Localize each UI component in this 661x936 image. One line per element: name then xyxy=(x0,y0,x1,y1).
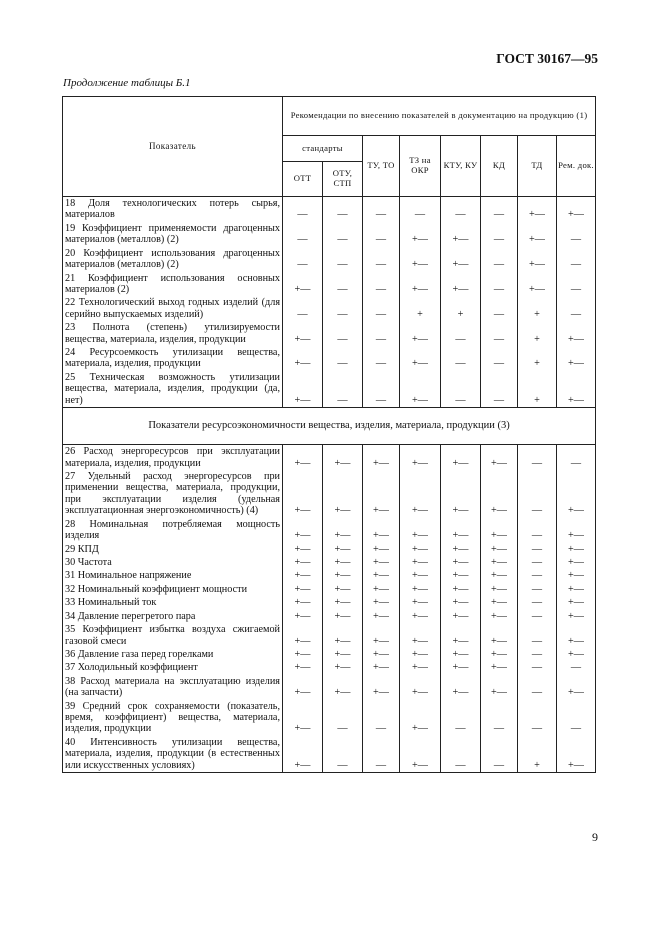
value-ktu-ku: — xyxy=(441,346,481,371)
value-ktu-ku: +— xyxy=(441,610,481,623)
value-ktu-ku: +— xyxy=(441,675,481,700)
indicator-name: 25 Техническая возможность утилизации вещества, материала, изделия, продукции (да, нет) xyxy=(63,371,283,408)
indicator-name: 34 Давление перегретого пара xyxy=(63,610,283,623)
value-otu-stp: +— xyxy=(323,648,363,661)
value-kd: +— xyxy=(481,648,518,661)
value-kd: +— xyxy=(481,596,518,609)
value-otu-stp: — xyxy=(323,247,363,272)
value-rem-dok: +— xyxy=(557,736,596,773)
indicator-name: 35 Коэффициент избытка воздуха сжигаемой газовой смеси xyxy=(63,623,283,648)
value-kd: +— xyxy=(481,583,518,596)
value-tu-to: +— xyxy=(363,556,400,569)
value-tu-to: — xyxy=(363,222,400,247)
value-td: — xyxy=(518,661,557,674)
table-row xyxy=(63,445,596,470)
table-row xyxy=(63,569,596,582)
value-tu-to: — xyxy=(363,247,400,272)
header-ott: ОТТ xyxy=(283,162,323,197)
value-ktu-ku: +— xyxy=(441,583,481,596)
section-row xyxy=(63,408,596,445)
indicator-name: 38 Расход материала на эксплуатацию изделия (на запчасти) xyxy=(63,675,283,700)
value-ott: +— xyxy=(283,272,323,297)
value-kd: +— xyxy=(481,610,518,623)
value-rem-dok: — xyxy=(557,661,596,674)
value-tz-okr: +— xyxy=(400,346,441,371)
value-otu-stp: +— xyxy=(323,470,363,518)
value-ktu-ku: +— xyxy=(441,470,481,518)
value-otu-stp: — xyxy=(323,222,363,247)
value-ktu-ku: — xyxy=(441,321,481,346)
value-ott: +— xyxy=(283,518,323,543)
value-otu-stp: — xyxy=(323,736,363,773)
value-ott: — xyxy=(283,222,323,247)
value-td: +— xyxy=(518,197,557,222)
document-code: ГОСТ 30167—95 xyxy=(496,51,598,66)
value-rem-dok: +— xyxy=(557,371,596,408)
indicator-name: 39 Средний срок сохраняемости (показатель, время, коэффициент) вещества, материала, изделия, продукции xyxy=(63,700,283,736)
value-kd: +— xyxy=(481,543,518,556)
table-row xyxy=(63,346,596,371)
value-kd: +— xyxy=(481,518,518,543)
header-otu-stp: ОТУ, СТП xyxy=(323,162,363,197)
value-ott: +— xyxy=(283,610,323,623)
value-otu-stp: — xyxy=(323,346,363,371)
value-tz-okr: +— xyxy=(400,648,441,661)
value-rem-dok: — xyxy=(557,445,596,470)
value-td: — xyxy=(518,648,557,661)
value-tu-to: — xyxy=(363,700,400,736)
value-kd: — xyxy=(481,222,518,247)
value-tu-to: — xyxy=(363,321,400,346)
value-ktu-ku: +— xyxy=(441,272,481,297)
value-tz-okr: +— xyxy=(400,321,441,346)
value-rem-dok: +— xyxy=(557,583,596,596)
indicator-name: 27 Удельный расход энергоресурсов при применении вещества, материала, продукции, при эксплуатации изделия (удельная эксплуатационная энергоэкономичность) (4) xyxy=(63,470,283,518)
value-rem-dok: — xyxy=(557,247,596,272)
value-otu-stp: +— xyxy=(323,610,363,623)
value-rem-dok: — xyxy=(557,222,596,247)
header-tz-okr: ТЗ на ОКР xyxy=(400,136,441,197)
header-standards: стандарты xyxy=(283,136,363,162)
table-row xyxy=(63,272,596,297)
value-otu-stp: +— xyxy=(323,445,363,470)
value-td: — xyxy=(518,675,557,700)
indicator-name: 26 Расход энергоресурсов при эксплуатации материала, изделия, продукции xyxy=(63,445,283,470)
value-ott: — xyxy=(283,197,323,222)
value-td: — xyxy=(518,583,557,596)
header-td: ТД xyxy=(518,136,557,197)
value-tz-okr: +— xyxy=(400,272,441,297)
value-kd: +— xyxy=(481,569,518,582)
indicator-name: 21 Коэффициент использования основных материалов (2) xyxy=(63,272,283,297)
value-otu-stp: — xyxy=(323,700,363,736)
value-kd: +— xyxy=(481,623,518,648)
table-row xyxy=(63,610,596,623)
value-rem-dok: +— xyxy=(557,648,596,661)
table-row xyxy=(63,247,596,272)
value-otu-stp: +— xyxy=(323,675,363,700)
value-otu-stp: +— xyxy=(323,583,363,596)
value-ott: +— xyxy=(283,556,323,569)
indicator-name: 23 Полнота (степень) утилизируемости вещества, материала, изделия, продукции xyxy=(63,321,283,346)
value-ktu-ku: +— xyxy=(441,623,481,648)
value-td: — xyxy=(518,623,557,648)
value-tz-okr: +— xyxy=(400,736,441,773)
table-row xyxy=(63,661,596,674)
indicator-name: 29 КПД xyxy=(63,543,283,556)
value-td: + xyxy=(518,321,557,346)
value-ott: +— xyxy=(283,623,323,648)
value-ott: +— xyxy=(283,569,323,582)
value-td: + xyxy=(518,371,557,408)
value-tz-okr: +— xyxy=(400,610,441,623)
table-row xyxy=(63,296,596,321)
value-otu-stp: +— xyxy=(323,661,363,674)
value-otu-stp: — xyxy=(323,197,363,222)
indicator-name: 30 Частота xyxy=(63,556,283,569)
indicator-name: 32 Номинальный коэффициент мощности xyxy=(63,583,283,596)
value-kd: — xyxy=(481,197,518,222)
value-otu-stp: +— xyxy=(323,518,363,543)
value-ott: — xyxy=(283,296,323,321)
value-tz-okr: +— xyxy=(400,445,441,470)
value-rem-dok: — xyxy=(557,700,596,736)
table-row xyxy=(63,222,596,247)
value-td: — xyxy=(518,569,557,582)
indicator-name: 28 Номинальная потребляемая мощность изделия xyxy=(63,518,283,543)
value-kd: — xyxy=(481,296,518,321)
value-ktu-ku: +— xyxy=(441,543,481,556)
table-body xyxy=(63,197,596,773)
value-kd: +— xyxy=(481,470,518,518)
value-tu-to: +— xyxy=(363,583,400,596)
value-tu-to: +— xyxy=(363,518,400,543)
value-ktu-ku: +— xyxy=(441,518,481,543)
value-tz-okr: +— xyxy=(400,371,441,408)
value-td: + xyxy=(518,346,557,371)
value-ktu-ku: — xyxy=(441,197,481,222)
value-ott: +— xyxy=(283,445,323,470)
value-tu-to: +— xyxy=(363,543,400,556)
value-tz-okr: +— xyxy=(400,700,441,736)
value-otu-stp: — xyxy=(323,272,363,297)
header-rem-dok: Рем. док. xyxy=(557,136,596,197)
value-td: +— xyxy=(518,222,557,247)
value-ott: +— xyxy=(283,648,323,661)
value-ktu-ku: +— xyxy=(441,648,481,661)
value-td: — xyxy=(518,596,557,609)
value-tz-okr: +— xyxy=(400,596,441,609)
value-ktu-ku: +— xyxy=(441,445,481,470)
value-rem-dok: +— xyxy=(557,623,596,648)
section-title: Показатели ресурсоэкономичности вещества, изделия, материала, продукции (3) xyxy=(63,408,596,445)
value-tu-to: +— xyxy=(363,623,400,648)
table-continuation-caption: Продолжение таблицы Б.1 xyxy=(63,77,191,89)
value-ktu-ku: + xyxy=(441,296,481,321)
value-ott: — xyxy=(283,247,323,272)
value-tu-to: +— xyxy=(363,648,400,661)
value-ott: +— xyxy=(283,346,323,371)
value-ott: +— xyxy=(283,543,323,556)
recommendations-table xyxy=(62,96,596,773)
page-number: 9 xyxy=(592,830,598,844)
value-ott: +— xyxy=(283,675,323,700)
indicator-name: 22 Технологический выход годных изделий (для серийно выпускаемых изделий) xyxy=(63,296,283,321)
value-td: + xyxy=(518,296,557,321)
value-rem-dok: +— xyxy=(557,596,596,609)
value-td: — xyxy=(518,543,557,556)
value-rem-dok: +— xyxy=(557,321,596,346)
value-kd: — xyxy=(481,371,518,408)
indicator-name: 20 Коэффициент использования драгоценных материалов (металлов) (2) xyxy=(63,247,283,272)
header-tu-to: ТУ, ТО xyxy=(363,136,400,197)
value-tz-okr: +— xyxy=(400,583,441,596)
table-row xyxy=(63,543,596,556)
value-td: — xyxy=(518,556,557,569)
value-td: +— xyxy=(518,247,557,272)
table-header xyxy=(63,97,596,197)
value-rem-dok: +— xyxy=(557,518,596,543)
value-ktu-ku: — xyxy=(441,371,481,408)
table-row xyxy=(63,596,596,609)
indicator-name: 18 Доля технологических потерь сырья, материалов xyxy=(63,197,283,222)
value-ktu-ku: +— xyxy=(441,556,481,569)
value-tu-to: — xyxy=(363,197,400,222)
value-tu-to: +— xyxy=(363,661,400,674)
value-otu-stp: +— xyxy=(323,543,363,556)
value-tu-to: — xyxy=(363,371,400,408)
value-kd: — xyxy=(481,346,518,371)
value-tu-to: — xyxy=(363,296,400,321)
value-tz-okr: +— xyxy=(400,470,441,518)
value-kd: +— xyxy=(481,661,518,674)
value-ott: +— xyxy=(283,470,323,518)
value-tz-okr: +— xyxy=(400,556,441,569)
indicator-name: 36 Давление газа перед горелками xyxy=(63,648,283,661)
value-otu-stp: — xyxy=(323,321,363,346)
indicator-name: 33 Номинальный ток xyxy=(63,596,283,609)
value-td: — xyxy=(518,445,557,470)
value-td: — xyxy=(518,610,557,623)
table-row xyxy=(63,675,596,700)
value-ktu-ku: +— xyxy=(441,247,481,272)
value-rem-dok: +— xyxy=(557,197,596,222)
value-kd: — xyxy=(481,700,518,736)
value-ott: +— xyxy=(283,371,323,408)
value-otu-stp: +— xyxy=(323,623,363,648)
value-tu-to: +— xyxy=(363,445,400,470)
value-rem-dok: +— xyxy=(557,346,596,371)
value-td: +— xyxy=(518,272,557,297)
value-tu-to: +— xyxy=(363,470,400,518)
value-tu-to: — xyxy=(363,736,400,773)
value-tz-okr: +— xyxy=(400,661,441,674)
header-kd: КД xyxy=(481,136,518,197)
value-tz-okr: +— xyxy=(400,675,441,700)
table-row xyxy=(63,518,596,543)
value-kd: — xyxy=(481,321,518,346)
value-ott: +— xyxy=(283,321,323,346)
value-tu-to: +— xyxy=(363,596,400,609)
value-tz-okr: +— xyxy=(400,518,441,543)
header-recommendations: Рекомендации по внесению показателей в документацию на продукцию (1) xyxy=(283,97,596,136)
value-ktu-ku: +— xyxy=(441,569,481,582)
value-tz-okr: +— xyxy=(400,569,441,582)
value-tu-to: +— xyxy=(363,610,400,623)
value-ktu-ku: +— xyxy=(441,596,481,609)
value-ott: +— xyxy=(283,583,323,596)
value-rem-dok: +— xyxy=(557,569,596,582)
value-td: — xyxy=(518,518,557,543)
indicator-name: 31 Номинальное напряжение xyxy=(63,569,283,582)
value-otu-stp: — xyxy=(323,371,363,408)
value-kd: — xyxy=(481,736,518,773)
indicator-name: 40 Интенсивность утилизации вещества, материала, изделия, продукции (в естественных или искусственных условиях) xyxy=(63,736,283,773)
table-row xyxy=(63,648,596,661)
value-rem-dok: +— xyxy=(557,543,596,556)
value-kd: — xyxy=(481,247,518,272)
indicator-name: 19 Коэффициент применяемости драгоценных материалов (металлов) (2) xyxy=(63,222,283,247)
value-kd: +— xyxy=(481,445,518,470)
value-ott: +— xyxy=(283,736,323,773)
value-tz-okr: + xyxy=(400,296,441,321)
value-ott: +— xyxy=(283,700,323,736)
table-row xyxy=(63,556,596,569)
value-rem-dok: +— xyxy=(557,610,596,623)
table-row xyxy=(63,736,596,773)
value-ktu-ku: +— xyxy=(441,222,481,247)
table-row xyxy=(63,470,596,518)
table-row xyxy=(63,700,596,736)
table-row xyxy=(63,321,596,346)
value-tz-okr: +— xyxy=(400,247,441,272)
value-rem-dok: +— xyxy=(557,470,596,518)
indicator-name: 37 Холодильный коэффициент xyxy=(63,661,283,674)
value-tz-okr: +— xyxy=(400,543,441,556)
value-tu-to: +— xyxy=(363,675,400,700)
value-rem-dok: +— xyxy=(557,675,596,700)
value-tu-to: +— xyxy=(363,569,400,582)
value-rem-dok: — xyxy=(557,272,596,297)
value-td: — xyxy=(518,470,557,518)
value-otu-stp: — xyxy=(323,296,363,321)
table-row xyxy=(63,197,596,222)
value-kd: — xyxy=(481,272,518,297)
table-row xyxy=(63,371,596,408)
value-tu-to: — xyxy=(363,272,400,297)
value-kd: +— xyxy=(481,556,518,569)
value-ott: +— xyxy=(283,596,323,609)
value-kd: +— xyxy=(481,675,518,700)
value-otu-stp: +— xyxy=(323,556,363,569)
header-indicator: Показатель xyxy=(63,97,283,197)
value-ktu-ku: +— xyxy=(441,661,481,674)
value-td: — xyxy=(518,700,557,736)
value-tz-okr: +— xyxy=(400,222,441,247)
header-ktu-ku: КТУ, КУ xyxy=(441,136,481,197)
value-otu-stp: +— xyxy=(323,569,363,582)
value-tz-okr: — xyxy=(400,197,441,222)
value-ott: +— xyxy=(283,661,323,674)
value-rem-dok: +— xyxy=(557,556,596,569)
table-row xyxy=(63,583,596,596)
value-tz-okr: +— xyxy=(400,623,441,648)
value-ktu-ku: — xyxy=(441,736,481,773)
value-tu-to: — xyxy=(363,346,400,371)
value-rem-dok: — xyxy=(557,296,596,321)
value-ktu-ku: — xyxy=(441,700,481,736)
indicator-name: 24 Ресурсоемкость утилизации вещества, материала, изделия, продукции xyxy=(63,346,283,371)
table-row xyxy=(63,623,596,648)
value-otu-stp: +— xyxy=(323,596,363,609)
value-td: + xyxy=(518,736,557,773)
